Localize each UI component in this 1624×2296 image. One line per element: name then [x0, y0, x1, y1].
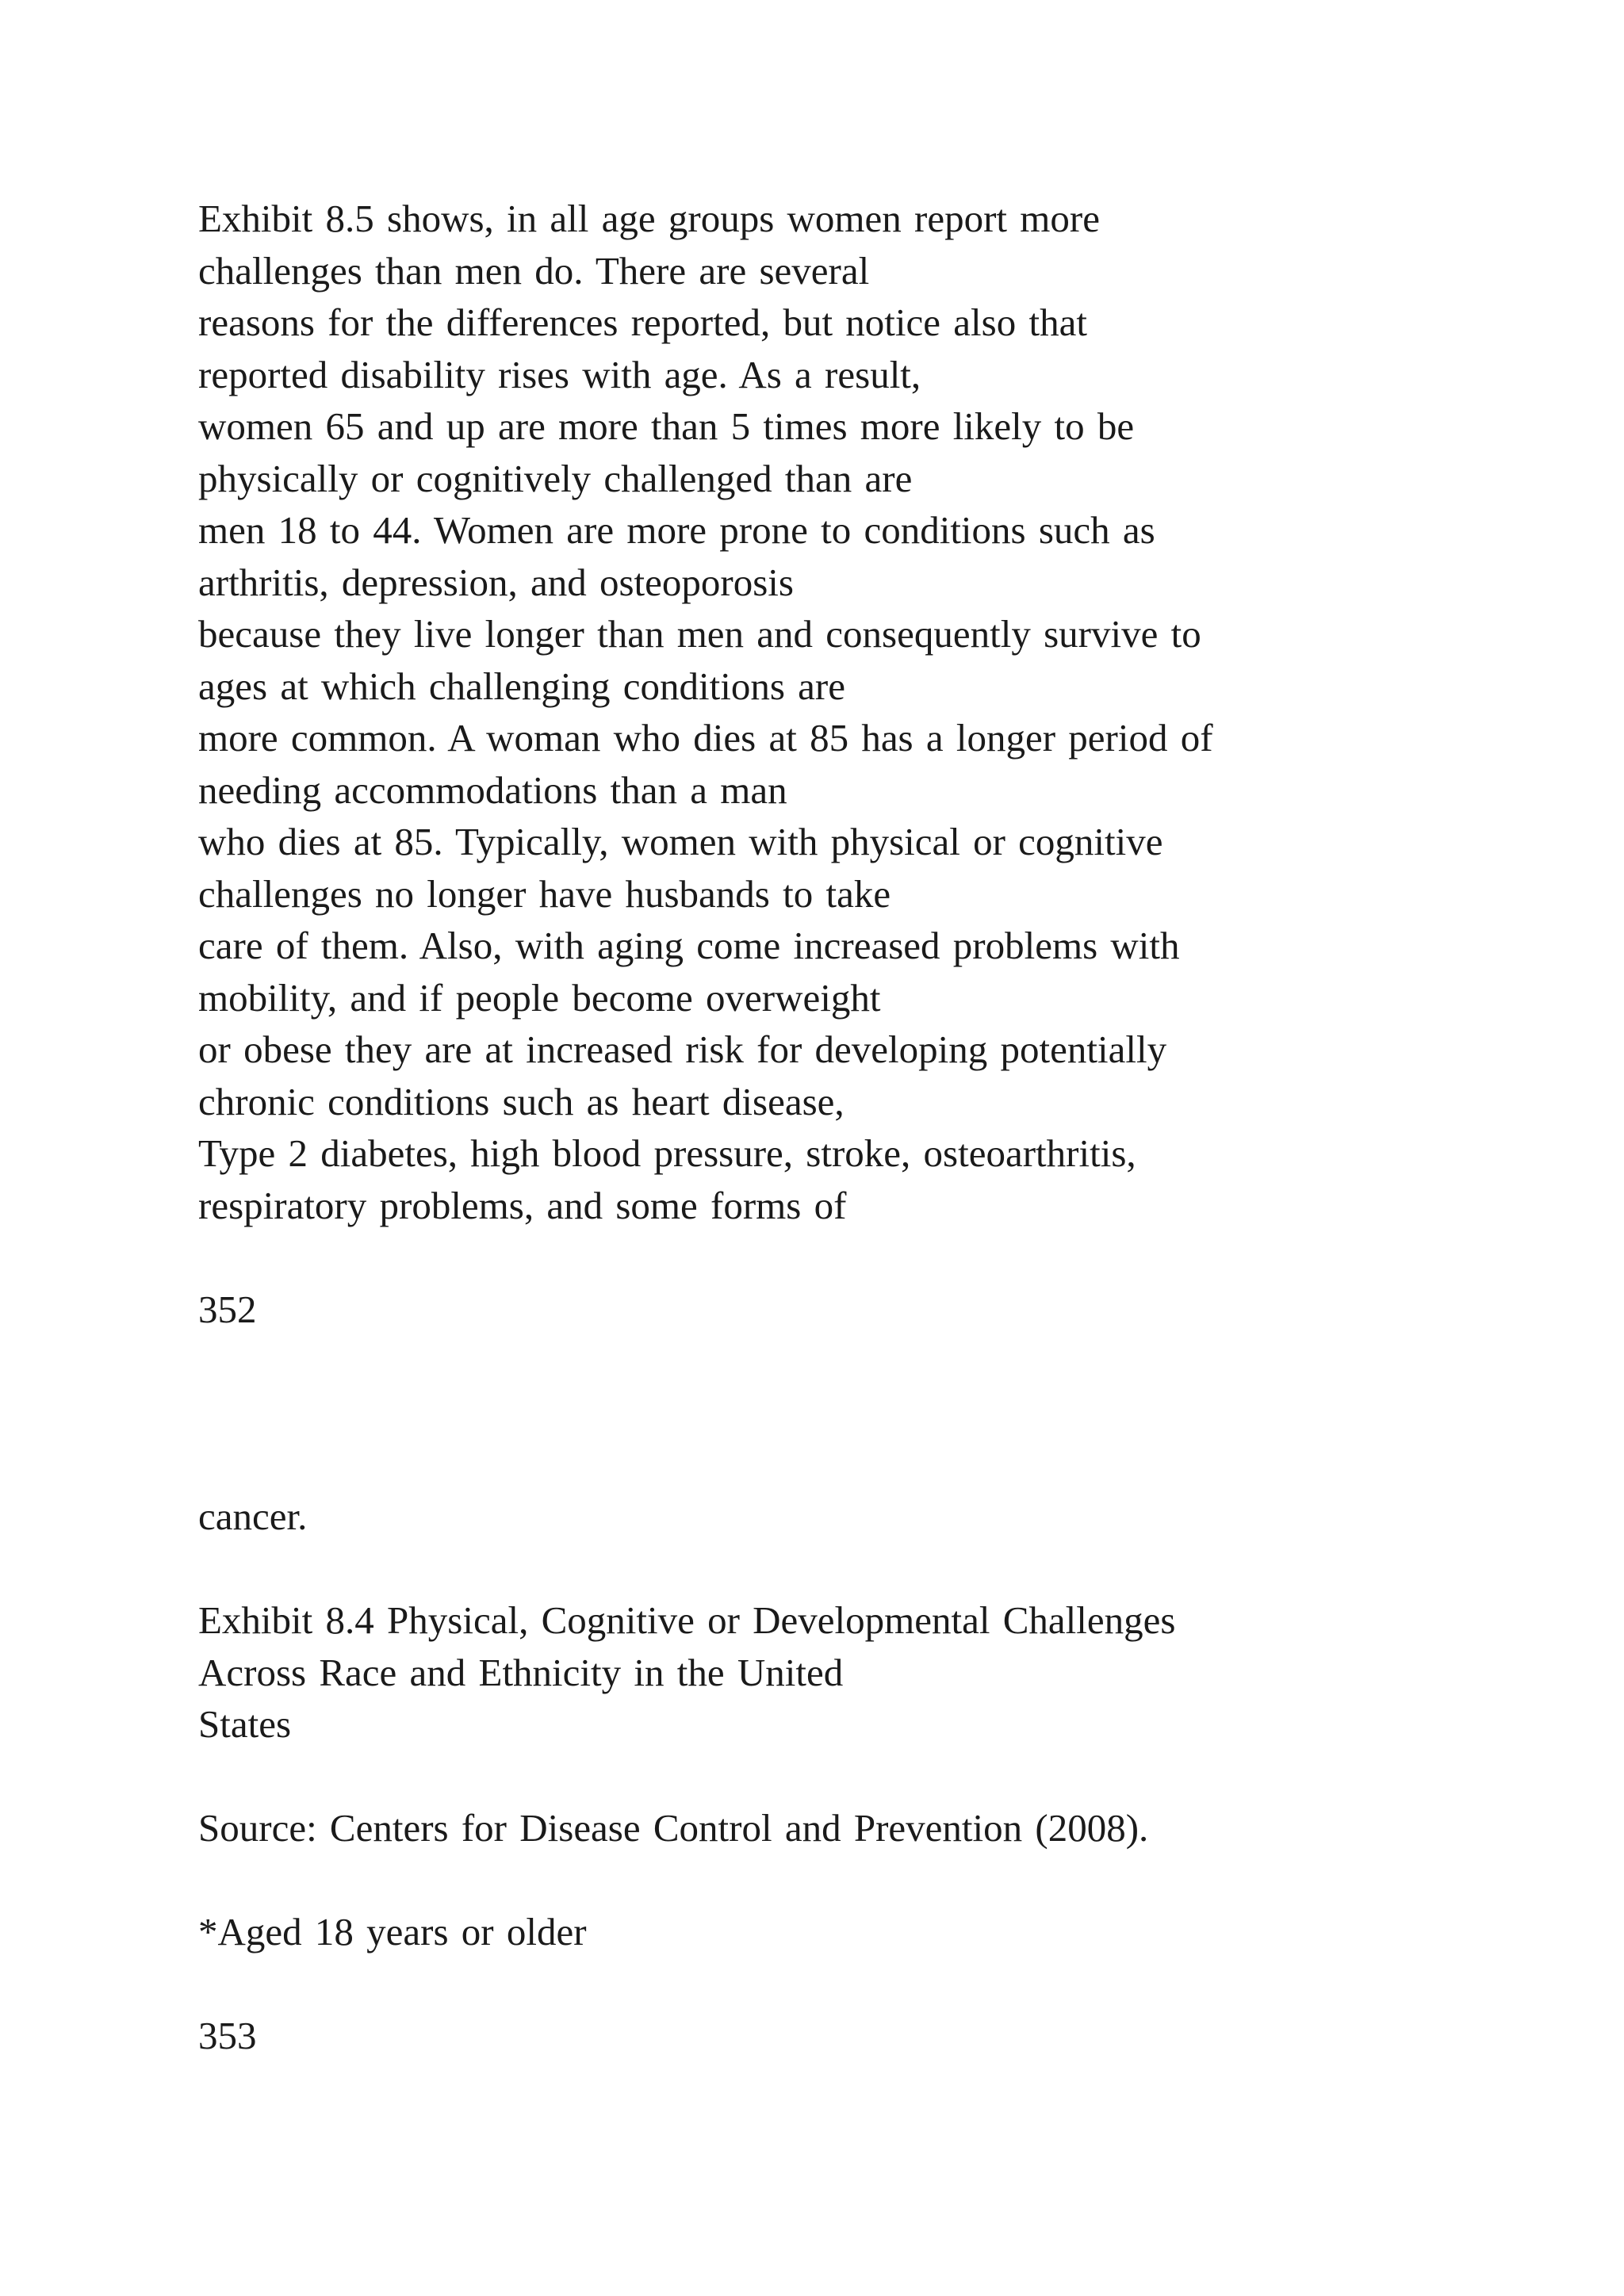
text-line: arthritis, depression, and osteoporosis [198, 560, 794, 604]
caption-line: Exhibit 8.4 Physical, Cognitive or Developmental Challenges [198, 1598, 1176, 1642]
page-number: 352 [198, 1287, 257, 1331]
text-line: physically or cognitively challenged than are [198, 456, 913, 500]
footnote: *Aged 18 years or older [198, 1910, 587, 1954]
spacer [198, 1543, 1562, 1595]
document-page [198, 193, 1562, 2062]
text-line: respiratory problems, and some forms of [198, 1183, 847, 1227]
text-line: chronic conditions such as heart disease, [198, 1079, 845, 1123]
page-number: 353 [198, 2014, 257, 2057]
caption-line: States [198, 1702, 292, 1746]
text-line: because they live longer than men and consequently survive to [198, 612, 1201, 656]
caption-line: Across Race and Ethnicity in the United [198, 1650, 844, 1694]
spacer [198, 1958, 1562, 2011]
continuation-text: cancer. [198, 1494, 308, 1538]
text-line: care of them. Also, with aging come increased problems with [198, 924, 1180, 967]
body-paragraph [198, 193, 1562, 1231]
text-line: or obese they are at increased risk for developing potentially [198, 1027, 1167, 1071]
text-line: challenges no longer have husbands to take [198, 871, 891, 916]
text-line: needing accommodations than a man [198, 767, 787, 812]
source-citation: Source: Centers for Disease Control and Prevention (2008). [198, 1806, 1149, 1850]
text-line: who dies at 85. Typically, women with physical or cognitive [198, 820, 1163, 863]
spacer [198, 1231, 1562, 1284]
exhibit-caption [198, 1594, 1562, 1751]
spacer [198, 1854, 1562, 1907]
text-line: women 65 and up are more than 5 times more likely to be [198, 404, 1135, 448]
text-line: mobility, and if people become overweight [198, 975, 881, 1020]
text-line: challenges than men do. There are several [198, 248, 870, 293]
text-line: more common. A woman who dies at 85 has a longer period of [198, 716, 1213, 760]
text-line: ages at which challenging conditions are [198, 664, 845, 708]
text-line: Type 2 diabetes, high blood pressure, stroke, osteoarthritis, [198, 1131, 1136, 1175]
page-break-spacer [198, 1335, 1562, 1490]
spacer [198, 1751, 1562, 1803]
text-line: men 18 to 44. Women are more prone to conditions such as [198, 508, 1155, 552]
text-line: Exhibit 8.5 shows, in all age groups women report more [198, 197, 1100, 240]
text-line: reasons for the differences reported, but notice also that [198, 300, 1087, 344]
text-line: reported disability rises with age. As a result, [198, 352, 921, 396]
